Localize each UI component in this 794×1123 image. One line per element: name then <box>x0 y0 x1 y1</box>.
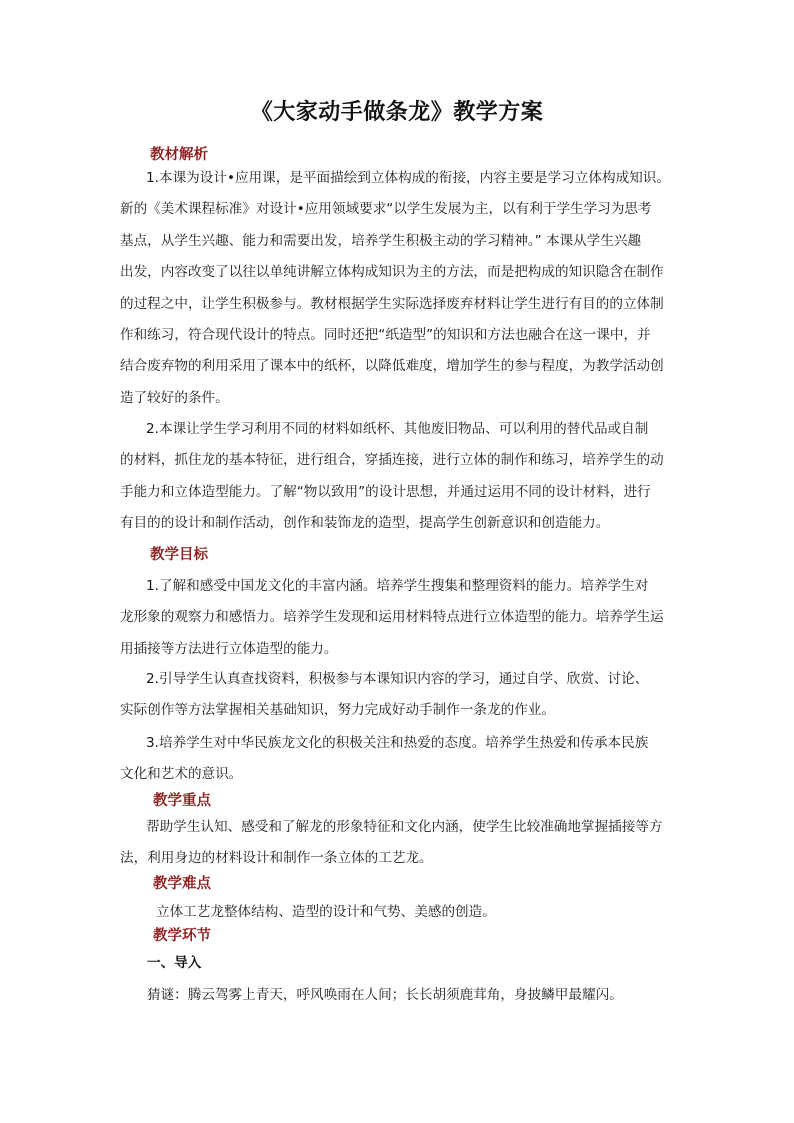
text-line: 的过程之中，让学生积极参与。教材根据学生实际选择废弃材料让学生进行有目的的立体制 <box>120 295 664 312</box>
text-line: 结合废弃物的利用采用了课本中的纸杯，以降低难度，增加学生的参与程度，为教学活动创 <box>120 358 664 375</box>
text-line: 龙形象的观察力和感悟力。培养学生发现和运用材料特点进行立体造型的能力。培养学生运 <box>120 609 664 626</box>
section-heading-process: 教学环节 <box>153 928 211 944</box>
text-line: 2.本课让学生学习利用不同的材料如纸杯、其他废旧物品、可以利用的替代品或自制 <box>146 421 649 437</box>
section-heading-analysis: 教材解析 <box>150 147 208 163</box>
text-line: 帮助学生认知、感受和了解龙的形象特征和文化内涵，使学生比较准确地掌握插接等方 <box>146 819 663 835</box>
text-line: 作和练习，符合现代设计的特点。同时还把“纸造型”的知识和方法也融合在这一课中，并 <box>120 327 651 344</box>
riddle-text: 猜谜：腾云驾雾上青天，呼风唤雨在人间；长长胡须鹿茸角，身披鳞甲最耀闪。 <box>147 987 623 1003</box>
text-line: 用插接等方法进行立体造型的能力。 <box>120 640 338 657</box>
analysis-paragraph-1 <box>120 163 690 414</box>
analysis-paragraph-2 <box>120 414 690 540</box>
goals-paragraph-2 <box>120 664 690 727</box>
text-line: 法，利用身边的材料设计和制作一条立体的工艺龙。 <box>120 850 433 867</box>
section-heading-difficulty: 教学难点 <box>153 876 211 892</box>
text-line: 手能力和立体造型能力。了解“物以致用”的设计思想，并通过运用不同的设计材料，进行 <box>120 483 651 500</box>
difficulty-text: 立体工艺龙整体结构、造型的设计和气势、美感的创造。 <box>156 904 496 920</box>
text-line: 2.引导学生认真查找资料，积极参与本课知识内容的学习，通过自学、欣赏、讨论、 <box>146 671 649 687</box>
text-line: 文化和艺术的意识。 <box>120 766 243 783</box>
section-heading-goals: 教学目标 <box>150 547 208 563</box>
text-line: 有目的的设计和制作活动，创作和装饰龙的造型，提高学生创新意识和创造能力。 <box>120 515 610 532</box>
text-line: 的材料，抓住龙的基本特征，进行组合，穿插连接，进行立体的制作和练习，培养学生的动 <box>120 452 664 469</box>
key-paragraph <box>120 812 690 875</box>
text-line: 出发，内容改变了以往以单纯讲解立体构成知识为主的方法，而是把构成的知识隐含在制作 <box>120 264 664 281</box>
goals-paragraph-3 <box>120 728 690 791</box>
text-line: 造了较好的条件。 <box>120 389 229 406</box>
goals-paragraph-1 <box>120 571 690 665</box>
section-heading-key: 教学重点 <box>153 793 211 809</box>
process-subheading: 一、导入 <box>147 955 202 971</box>
text-line: 基点，从学生兴趣、能力和需要出发，培养学生积极主动的学习精神。” 本课从学生兴趣 <box>120 232 642 249</box>
text-line: 实际创作等方法掌握相关基础知识，努力完成好动手制作一条龙的作业。 <box>120 702 555 719</box>
text-line: 3.培养学生对中华民族龙文化的积极关注和热爱的态度。培养学生热爱和传承本民族 <box>146 735 649 751</box>
text-line: 1.本课为设计•应用课，是平面描绘到立体构成的衔接，内容主要是学习立体构成知识。 <box>146 170 670 186</box>
text-line: 1.了解和感受中国龙文化的丰富内涵。培养学生搜集和整理资料的能力。培养学生对 <box>146 578 649 594</box>
page-title: 《大家动手做条龙》教学方案 <box>250 99 544 125</box>
text-line: 新的《美术课程标准》对设计•应用领域要求“以学生发展为主，以有利于学生学习为思考 <box>120 201 652 218</box>
